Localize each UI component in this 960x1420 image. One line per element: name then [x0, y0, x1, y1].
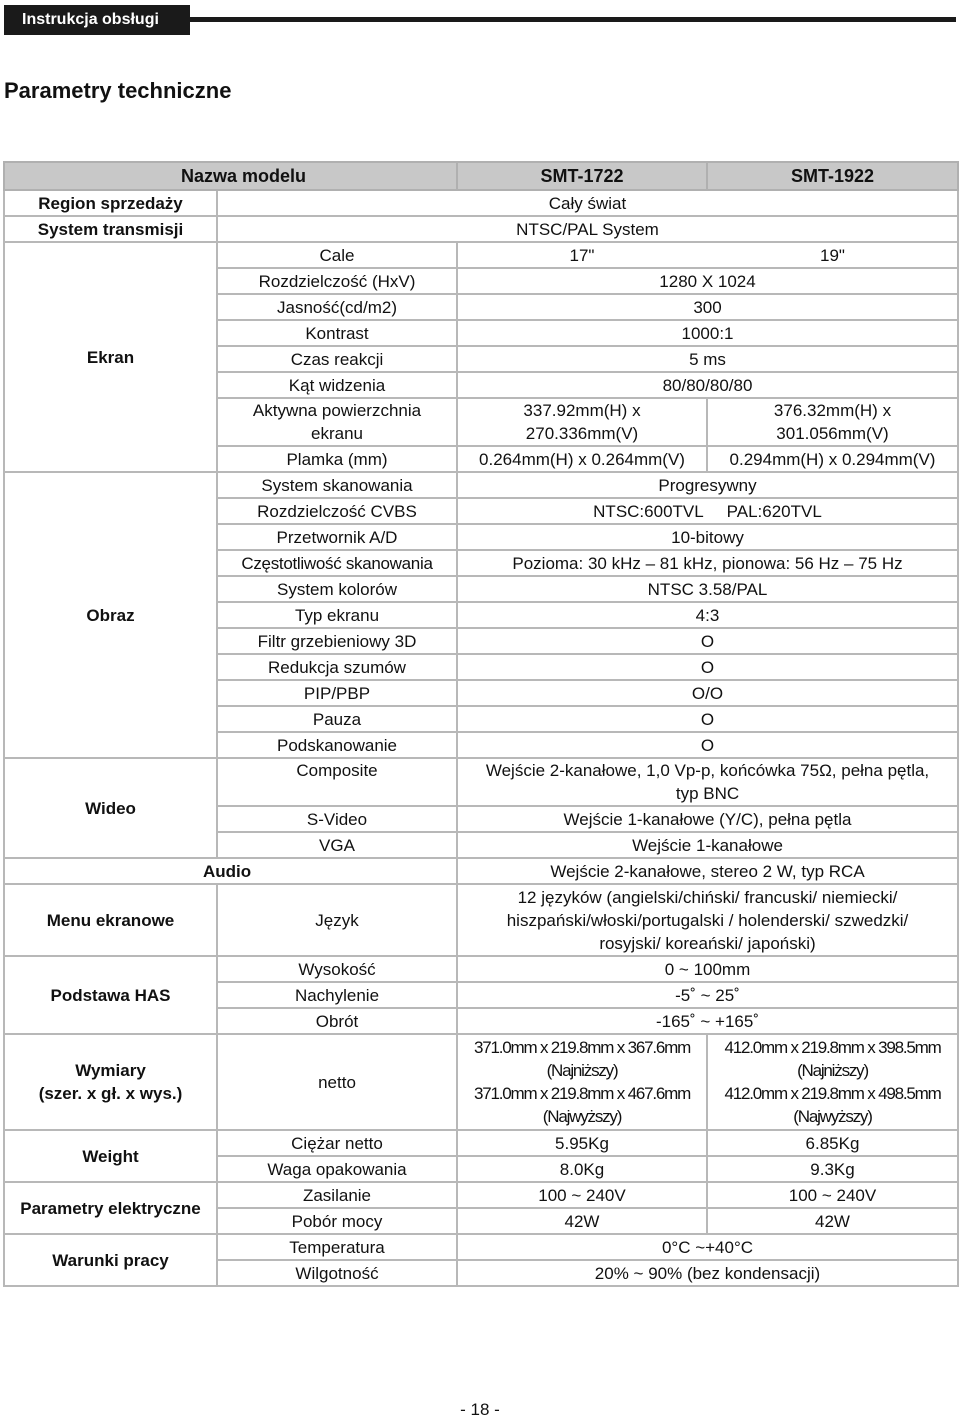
cell-value: O — [457, 654, 958, 680]
row-label: Typ ekranu — [217, 602, 457, 628]
cell-value: 1000:1 — [457, 320, 958, 346]
table-row — [4, 1034, 958, 1130]
cell-value: 6.85Kg — [707, 1130, 958, 1156]
row-label: PIP/PBP — [217, 680, 457, 706]
cell-value: 100 ~ 240V — [457, 1182, 707, 1208]
cell-value: 10-bitowy — [457, 524, 958, 550]
row-label: Kąt widzenia — [217, 372, 457, 398]
value-line: 412.0mm x 219.8mm x 498.5mm — [724, 1084, 941, 1103]
model-name-label: Nazwa modelu — [4, 162, 457, 190]
row-label: Zasilanie — [217, 1182, 457, 1208]
row-label: System skanowania — [217, 472, 457, 498]
cell-value — [707, 398, 958, 446]
cell-value: 19" — [707, 242, 958, 268]
category-wideo: Wideo — [4, 758, 217, 858]
model-2: SMT-1922 — [707, 162, 958, 190]
value-line: (Najwyższy) — [542, 1107, 622, 1126]
cell-value: 42W — [457, 1208, 707, 1234]
category-obraz: Obraz — [4, 472, 217, 758]
row-label: Czas reakcji — [217, 346, 457, 372]
value-line: (Najniższy) — [546, 1061, 618, 1080]
table-row — [4, 1234, 958, 1260]
spec-table — [3, 161, 959, 1287]
row-label: Cale — [217, 242, 457, 268]
value-line: (Najwyższy) — [793, 1107, 872, 1126]
cell-value: Wejście 1-kanałowe (Y/C), pełna pętla — [457, 806, 958, 832]
cell-value: 300 — [457, 294, 958, 320]
category-audio: Audio — [4, 858, 457, 884]
cell-value: O — [457, 628, 958, 654]
table-row — [4, 242, 958, 268]
category-line: (szer. x gł. x wys.) — [38, 1084, 183, 1103]
cell-value: NTSC 3.58/PAL — [457, 576, 958, 602]
row-label: VGA — [217, 832, 457, 858]
row-label: Pobór mocy — [217, 1208, 457, 1234]
row-label: Obrót — [217, 1008, 457, 1034]
row-label: Ciężar netto — [217, 1130, 457, 1156]
table-row — [4, 190, 958, 216]
row-label: Wysokość — [217, 956, 457, 982]
table-row — [4, 956, 958, 982]
value-line: 376.32mm(H) x — [773, 401, 892, 420]
row-label: Filtr grzebieniowy 3D — [217, 628, 457, 654]
row-label: Podskanowanie — [217, 732, 457, 758]
row-label: Waga opakowania — [217, 1156, 457, 1182]
value-line: 12 języków (angielski/chiński/ francuski/ niemiecki/ — [517, 887, 898, 907]
cell-value — [457, 884, 958, 956]
row-label-line: ekranu — [311, 424, 363, 443]
cell-value: 100 ~ 240V — [707, 1182, 958, 1208]
cell-value: Progresywny — [457, 472, 958, 498]
row-label: Język — [217, 884, 457, 956]
row-label: netto — [217, 1034, 457, 1130]
table-row — [4, 758, 958, 806]
value-line: 337.92mm(H) x — [523, 401, 641, 420]
region-label: Region sprzedaży — [4, 190, 217, 216]
cell-value: O — [457, 706, 958, 732]
value-line: 371.0mm x 219.8mm x 467.6mm — [473, 1084, 691, 1103]
row-label: Redukcja szumów — [217, 654, 457, 680]
table-row — [4, 1130, 958, 1156]
cell-value: 1280 X 1024 — [457, 268, 958, 294]
cell-value: 17" — [457, 242, 707, 268]
value-line: 301.056mm(V) — [776, 424, 889, 443]
cell-value: 42W — [707, 1208, 958, 1234]
cell-value: -165˚ ~ +165˚ — [457, 1008, 958, 1034]
value-line: Wejście 2-kanałowe, 1,0 Vp-p, końcówka 75Ω, pełna pętla, — [485, 761, 930, 780]
cell-value: 8.0Kg — [457, 1156, 707, 1182]
cell-value: O — [457, 732, 958, 758]
cell-value: 5.95Kg — [457, 1130, 707, 1156]
value-line: hiszpański/włoski/portugalski / holenderski/ szwedzki/ — [506, 910, 909, 930]
row-label: Temperatura — [217, 1234, 457, 1260]
cell-value: -5˚ ~ 25˚ — [457, 982, 958, 1008]
table-row — [4, 858, 958, 884]
value-line: (Najniższy) — [797, 1061, 868, 1080]
category-ekran: Ekran — [4, 242, 217, 472]
category-stand: Podstawa HAS — [4, 956, 217, 1034]
cell-value: O/O — [457, 680, 958, 706]
page-title: Parametry techniczne — [4, 78, 232, 103]
cell-value: 0.264mm(H) x 0.264mm(V) — [457, 446, 707, 472]
category-electrical: Parametry elektryczne — [4, 1182, 217, 1234]
table-row — [4, 884, 958, 956]
value-line: rosyjski/ koreański/ japoński) — [599, 933, 816, 953]
value-line: 270.336mm(V) — [525, 424, 639, 443]
row-label-line: Aktywna powierzchnia — [252, 401, 422, 420]
cell-value: 80/80/80/80 — [457, 372, 958, 398]
table-row — [4, 1182, 958, 1208]
row-label: Rozdzielczość (HxV) — [217, 268, 457, 294]
row-label — [217, 398, 457, 446]
cell-value — [457, 1034, 707, 1130]
page-number: - 18 - — [460, 1400, 500, 1419]
cell-value: 0°C ~+40°C — [457, 1234, 958, 1260]
row-label: Nachylenie — [217, 982, 457, 1008]
table-row — [4, 472, 958, 498]
category-line: Wymiary — [75, 1061, 146, 1080]
transmission-value: NTSC/PAL System — [217, 216, 958, 242]
row-label: Rozdzielczość CVBS — [217, 498, 457, 524]
cell-value — [457, 398, 707, 446]
cell-value: NTSC:600TVL PAL:620TVL — [457, 498, 958, 524]
value-line: typ BNC — [675, 784, 740, 803]
category-weight: Weight — [4, 1130, 217, 1182]
row-label: Plamka (mm) — [217, 446, 457, 472]
cell-value — [457, 758, 958, 806]
header-rule — [190, 17, 956, 22]
section-tab: Instrukcja obsługi — [4, 5, 190, 35]
cell-value: 9.3Kg — [707, 1156, 958, 1182]
category-dimensions — [4, 1034, 217, 1130]
value-line: 412.0mm x 219.8mm x 398.5mm — [724, 1038, 941, 1057]
category-menu: Menu ekranowe — [4, 884, 217, 956]
row-label: Composite — [217, 758, 457, 806]
transmission-label: System transmisji — [4, 216, 217, 242]
cell-value: 20% ~ 90% (bez kondensacji) — [457, 1260, 958, 1286]
cell-value: 4:3 — [457, 602, 958, 628]
row-label: S-Video — [217, 806, 457, 832]
table-row — [4, 216, 958, 242]
cell-value: Wejście 1-kanałowe — [457, 832, 958, 858]
row-label: Kontrast — [217, 320, 457, 346]
row-label: Przetwornik A/D — [217, 524, 457, 550]
cell-value: 5 ms — [457, 346, 958, 372]
row-label: Pauza — [217, 706, 457, 732]
value-line: 371.0mm x 219.8mm x 367.6mm — [473, 1038, 691, 1057]
category-environment: Warunki pracy — [4, 1234, 217, 1286]
region-value: Cały świat — [217, 190, 958, 216]
row-label: Wilgotność — [217, 1260, 457, 1286]
cell-value: 0 ~ 100mm — [457, 956, 958, 982]
table-header-row — [4, 162, 958, 190]
cell-value: 0.294mm(H) x 0.294mm(V) — [707, 446, 958, 472]
row-label: Częstotliwość skanowania — [217, 550, 457, 576]
model-1: SMT-1722 — [457, 162, 707, 190]
cell-value — [707, 1034, 958, 1130]
row-label: Jasność(cd/m2) — [217, 294, 457, 320]
cell-value: Pozioma: 30 kHz – 81 kHz, pionowa: 56 Hz – 75 Hz — [457, 550, 958, 576]
row-label: System kolorów — [217, 576, 457, 602]
cell-value: Wejście 2-kanałowe, stereo 2 W, typ RCA — [457, 858, 958, 884]
